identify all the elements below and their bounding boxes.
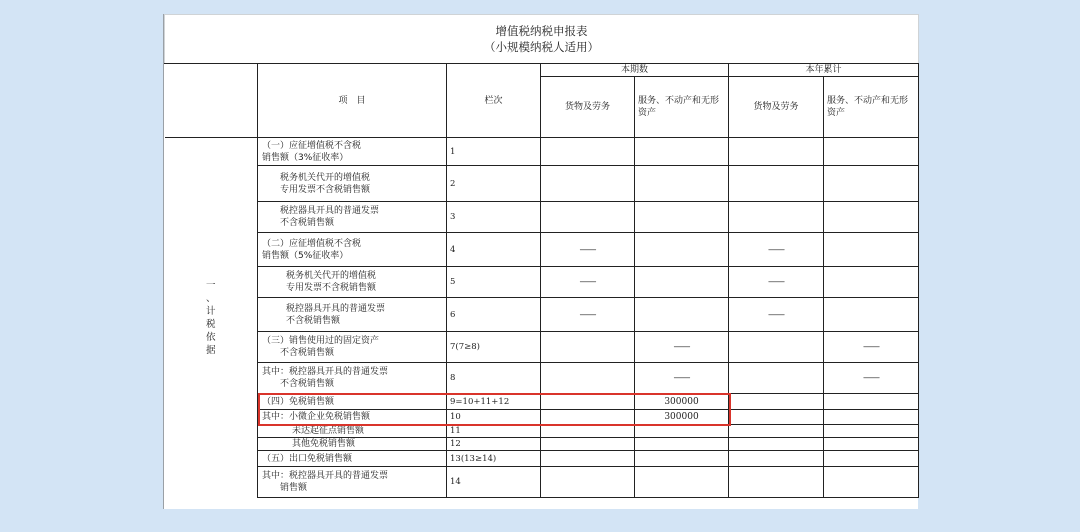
cell-ytd-goods[interactable]: [729, 425, 824, 438]
row-item-label-line: （三）销售使用过的固定资产: [262, 336, 380, 346]
section-label-char: 依: [205, 331, 216, 343]
cell-cur-goods[interactable]: ——: [541, 298, 635, 332]
row-item-label-line: 未达起征点销售额: [292, 426, 365, 436]
row-item-label[interactable]: [258, 138, 447, 166]
cell-ytd-services[interactable]: [824, 467, 919, 498]
row-column-no[interactable]: 2: [447, 166, 541, 202]
cell-cur-services[interactable]: [635, 451, 729, 467]
row-column-no[interactable]: 8: [447, 363, 541, 394]
cell-cur-services[interactable]: [635, 267, 729, 298]
header-ytd-goods: 货物及劳务: [729, 77, 824, 138]
header-cur-goods: 货物及劳务: [541, 77, 635, 138]
row-column-no[interactable]: 10: [447, 410, 541, 425]
cell-ytd-services[interactable]: [824, 166, 919, 202]
row-column-no[interactable]: 11: [447, 425, 541, 438]
cell-ytd-goods[interactable]: [729, 332, 824, 363]
section-label-char: 一: [205, 279, 216, 291]
table-row: [165, 267, 919, 298]
row-item-label-line: 税控器具开具的普通发票: [286, 303, 386, 314]
form-title: [165, 15, 919, 64]
row-item-label[interactable]: [258, 332, 447, 363]
section-label: [165, 138, 258, 498]
cell-cur-goods[interactable]: [541, 438, 635, 451]
header-column-no: 栏次: [447, 64, 541, 138]
cell-cur-services[interactable]: [635, 438, 729, 451]
cell-ytd-services[interactable]: [824, 298, 919, 332]
row-column-no[interactable]: 13(13≥14): [447, 451, 541, 467]
table-row: [165, 394, 919, 410]
cell-cur-goods[interactable]: [541, 332, 635, 363]
spreadsheet-sheet: [163, 14, 918, 509]
cell-ytd-goods[interactable]: [729, 394, 824, 410]
cell-ytd-goods[interactable]: [729, 467, 824, 498]
row-item-label[interactable]: [258, 267, 447, 298]
cell-ytd-goods[interactable]: [729, 138, 824, 166]
cell-cur-services[interactable]: [635, 138, 729, 166]
row-item-label-line: （一）应征增值税不含税: [262, 140, 362, 151]
cell-cur-goods[interactable]: [541, 202, 635, 233]
row-item-label-line: 税控器具开具的普通发票: [280, 206, 380, 216]
cell-ytd-goods[interactable]: [729, 438, 824, 451]
cell-cur-services[interactable]: [635, 233, 729, 267]
cell-cur-services[interactable]: [635, 425, 729, 438]
cell-ytd-goods[interactable]: [729, 166, 824, 202]
row-item-label-line: 其中：税控器具开具的普通发票: [262, 471, 389, 481]
row-item-label-line: 专用发票不含税销售额: [286, 283, 377, 293]
cell-cur-services[interactable]: [635, 467, 729, 498]
row-item-label[interactable]: [258, 394, 447, 410]
cell-cur-goods[interactable]: [541, 467, 635, 498]
cell-ytd-services[interactable]: ——: [824, 363, 919, 394]
row-item-label[interactable]: [258, 425, 447, 438]
row-item-label[interactable]: [258, 438, 447, 451]
row-item-label-line: （四）免税销售额: [262, 396, 335, 407]
row-item-label[interactable]: [258, 298, 447, 332]
cell-ytd-services[interactable]: [824, 410, 919, 425]
table-row: [165, 467, 919, 498]
cell-cur-services[interactable]: 300000: [635, 410, 729, 425]
form-title-main: 增值税纳税申报表: [495, 24, 588, 38]
row-item-label-line: 不含税销售额: [280, 348, 335, 358]
header-ytd: 本年累计: [729, 64, 919, 77]
cell-ytd-services[interactable]: [824, 233, 919, 267]
table-row: [165, 138, 919, 166]
row-item-label-line: 销售额: [280, 483, 308, 493]
row-item-label-line: 其中：小微企业免税销售额: [262, 412, 371, 422]
row-item-label-line: 销售额（5%征收率）: [262, 250, 349, 261]
cell-cur-services[interactable]: [635, 298, 729, 332]
section-label-char: 据: [205, 344, 216, 356]
cell-cur-services[interactable]: ——: [635, 363, 729, 394]
header-current-period: 本期数: [541, 64, 729, 77]
row-item-label-line: 其他免税销售额: [292, 439, 356, 449]
table-row: [165, 233, 919, 267]
cell-cur-services[interactable]: [635, 202, 729, 233]
row-column-no[interactable]: 5: [447, 267, 541, 298]
header-item: 项 目: [258, 64, 447, 138]
row-item-label-line: （五）出口免税销售额: [262, 453, 353, 464]
cell-ytd-services[interactable]: [824, 138, 919, 166]
cell-ytd-goods[interactable]: ——: [729, 233, 824, 267]
cell-ytd-services[interactable]: ——: [824, 332, 919, 363]
cell-cur-services[interactable]: ——: [635, 332, 729, 363]
cell-ytd-services[interactable]: [824, 425, 919, 438]
cell-ytd-goods[interactable]: [729, 202, 824, 233]
row-item-label-line: 专用发票不含税销售额: [280, 184, 371, 195]
vat-return-form: [164, 14, 919, 498]
row-column-no[interactable]: 4: [447, 233, 541, 267]
cell-ytd-services[interactable]: [824, 267, 919, 298]
cell-ytd-services[interactable]: [824, 451, 919, 467]
corner-blank-cell: [165, 64, 258, 138]
cell-ytd-services[interactable]: [824, 438, 919, 451]
header-cur-services: 服务、不动产和无形资产: [635, 77, 729, 138]
row-column-no[interactable]: 1: [447, 138, 541, 166]
row-column-no[interactable]: 6: [447, 298, 541, 332]
table-row: [165, 451, 919, 467]
row-item-label-line: （二）应征增值税不含税: [262, 238, 362, 249]
cell-ytd-goods[interactable]: [729, 451, 824, 467]
row-item-label-line: 不含税销售额: [280, 218, 335, 228]
row-item-label[interactable]: [258, 166, 447, 202]
table-row: [165, 438, 919, 451]
cell-cur-goods[interactable]: [541, 425, 635, 438]
row-column-no[interactable]: 9=10+11+12: [447, 394, 541, 410]
cell-cur-goods[interactable]: ——: [541, 267, 635, 298]
row-column-no[interactable]: 3: [447, 202, 541, 233]
row-item-label[interactable]: [258, 451, 447, 467]
row-item-label[interactable]: [258, 410, 447, 425]
table-row: [165, 298, 919, 332]
row-item-label-line: 税务机关代开的增值税: [280, 172, 371, 183]
row-item-label-line: 税务机关代开的增值税: [286, 271, 377, 281]
row-column-no[interactable]: 7(7≥8): [447, 332, 541, 363]
cell-ytd-goods[interactable]: ——: [729, 267, 824, 298]
row-item-label[interactable]: [258, 363, 447, 394]
cell-cur-goods[interactable]: [541, 138, 635, 166]
table-row: [165, 410, 919, 425]
cell-cur-goods[interactable]: [541, 394, 635, 410]
cell-cur-goods[interactable]: [541, 410, 635, 425]
table-row: [165, 166, 919, 202]
section-label-char: 、: [205, 292, 216, 304]
section-label-char: 税: [205, 318, 216, 330]
row-item-label[interactable]: [258, 202, 447, 233]
cell-cur-goods[interactable]: [541, 363, 635, 394]
row-item-label-line: 其中：税控器具开具的普通发票: [262, 367, 389, 377]
cell-cur-goods[interactable]: [541, 166, 635, 202]
cell-ytd-goods[interactable]: ——: [729, 298, 824, 332]
row-column-no[interactable]: 14: [447, 467, 541, 498]
cell-cur-goods[interactable]: ——: [541, 233, 635, 267]
row-item-label[interactable]: [258, 233, 447, 267]
row-column-no[interactable]: 12: [447, 438, 541, 451]
cell-ytd-services[interactable]: [824, 202, 919, 233]
cell-ytd-goods[interactable]: [729, 363, 824, 394]
cell-ytd-services[interactable]: [824, 394, 919, 410]
form-title-sub: （小规模纳税人适用）: [484, 40, 599, 54]
table-row: [165, 363, 919, 394]
row-item-label-line: 不含税销售额: [280, 379, 335, 389]
row-item-label-line: 不含税销售额: [286, 315, 341, 326]
table-row: [165, 332, 919, 363]
table-row: [165, 202, 919, 233]
cell-cur-services[interactable]: [635, 166, 729, 202]
cell-cur-goods[interactable]: [541, 451, 635, 467]
header-ytd-services: 服务、不动产和无形资产: [824, 77, 919, 138]
cell-cur-services[interactable]: 300000: [635, 394, 729, 410]
table-row: [165, 425, 919, 438]
section-label-char: 计: [205, 305, 216, 317]
cell-ytd-goods[interactable]: [729, 410, 824, 425]
row-item-label[interactable]: [258, 467, 447, 498]
row-item-label-line: 销售额（3%征收率）: [262, 152, 349, 163]
